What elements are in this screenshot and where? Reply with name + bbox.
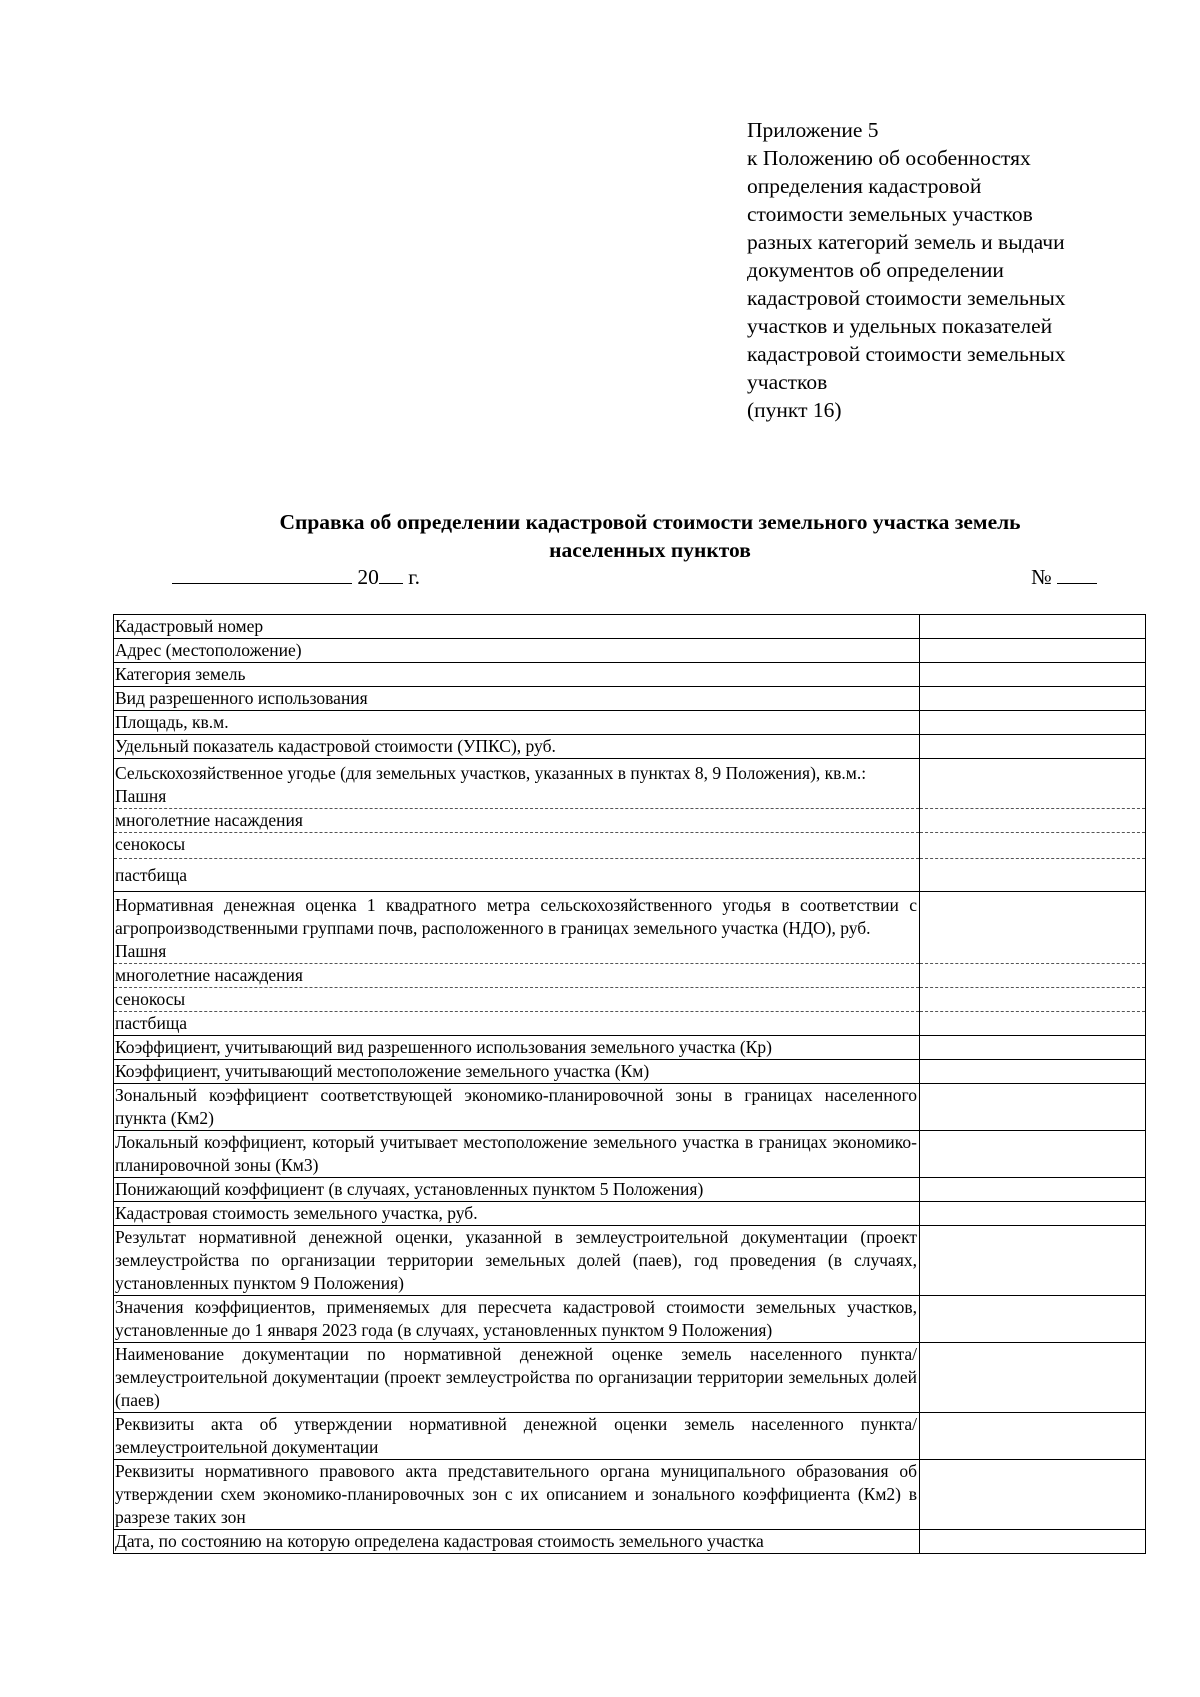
row-label: Площадь, кв.м. — [114, 711, 920, 735]
table-row — [114, 892, 1146, 964]
appendix-header-line: стоимости земельных участков — [747, 202, 1033, 226]
row-value-cell[interactable] — [920, 809, 1146, 833]
appendix-header-line: документов об определении — [747, 258, 1004, 282]
row-label — [114, 759, 920, 809]
row-label: Результат нормативной денежной оценки, указанной в землеустроительной документации (проект землеустройства по организации территории земельных долей (паев), год проведения (в случаях, установленных пунктом 9 Положения) — [114, 1226, 920, 1296]
row-value-cell[interactable] — [920, 1131, 1146, 1178]
appendix-header-line: кадастровой стоимости земельных — [747, 342, 1066, 366]
document-title-line-1: Справка об определении кадастровой стоимости земельного участка земель — [279, 510, 1021, 534]
table-row — [114, 988, 1146, 1012]
table-row — [114, 1036, 1146, 1060]
table-row — [114, 1178, 1146, 1202]
row-label: Дата, по состоянию на которую определена кадастровая стоимость земельного участка — [114, 1530, 920, 1554]
row-label-text: Сельскохозяйственное угодье (для земельных участков, указанных в пунктах 8, 9 Положения), кв.м.: — [115, 763, 867, 783]
row-label: Вид разрешенного использования — [114, 687, 920, 711]
row-value-cell[interactable] — [920, 1343, 1146, 1413]
row-sublabel: Пашня — [115, 786, 167, 806]
row-label: пастбища — [114, 1012, 920, 1036]
appendix-header-line: (пункт 16) — [747, 398, 842, 422]
row-label: Удельный показатель кадастровой стоимости (УПКС), руб. — [114, 735, 920, 759]
row-label: Реквизиты нормативного правового акта представительного органа муниципального образования об утверждении схем экономико-планировочных зон с их описанием и зонального коэффициента (Км2) в разрезе таких зон — [114, 1460, 920, 1530]
year-suffix: г. — [408, 565, 421, 589]
row-value-cell[interactable] — [920, 988, 1146, 1012]
appendix-header-line: разных категорий земель и выдачи — [747, 230, 1065, 254]
table-row — [114, 1084, 1146, 1131]
table-row — [114, 1060, 1146, 1084]
table-row — [114, 1226, 1146, 1296]
cadastral-table — [113, 614, 1146, 1554]
table-row — [114, 809, 1146, 833]
row-value-cell[interactable] — [920, 711, 1146, 735]
number-line — [1031, 563, 1097, 591]
row-value-cell[interactable] — [920, 663, 1146, 687]
row-value-cell[interactable] — [920, 859, 1146, 892]
row-value-cell[interactable] — [920, 615, 1146, 639]
row-label: Реквизиты акта об утверждении нормативной денежной оценки земель населенного пункта/ землеустроительной документации — [114, 1413, 920, 1460]
year-prefix: 20 — [357, 565, 379, 589]
table-row — [114, 1202, 1146, 1226]
row-label: многолетние насаждения — [114, 964, 920, 988]
row-label: Наименование документации по нормативной денежной оценке земель населенного пункта/землеустроительной документации (проект землеустройства по организации территории земельных долей (паев) — [114, 1343, 920, 1413]
appendix-header-line: участков и удельных показателей — [747, 314, 1053, 338]
table-row — [114, 759, 1146, 809]
row-value-cell[interactable] — [920, 964, 1146, 988]
row-label: Кадастровая стоимость земельного участка, руб. — [114, 1202, 920, 1226]
row-label: Зональный коэффициент соответствующей экономико-планировочной зоны в границах населенного пункта (Км2) — [114, 1084, 920, 1131]
number-blank[interactable] — [1057, 563, 1097, 584]
table-row — [114, 1131, 1146, 1178]
appendix-header-line: кадастровой стоимости земельных — [747, 286, 1066, 310]
appendix-header-line: к Положению об особенностях — [747, 146, 1031, 170]
year-blank[interactable] — [379, 563, 403, 584]
row-label: пастбища — [114, 859, 920, 892]
table-row — [114, 1460, 1146, 1530]
row-label: Значения коэффициентов, применяемых для пересчета кадастровой стоимости земельных участков, установленные до 1 января 2023 года (в случаях, установленных пунктом 9 Положения) — [114, 1296, 920, 1343]
row-label: Коэффициент, учитывающий местоположение земельного участка (Км) — [114, 1060, 920, 1084]
row-label: Понижающий коэффициент (в случаях, установленных пунктом 5 Положения) — [114, 1178, 920, 1202]
document-title-line-2: населенных пунктов — [549, 538, 751, 562]
row-value-cell[interactable] — [920, 639, 1146, 663]
row-value-cell[interactable] — [920, 1296, 1146, 1343]
row-value-cell[interactable] — [920, 687, 1146, 711]
appendix-header-line: участков — [747, 370, 828, 394]
row-label: Кадастровый номер — [114, 615, 920, 639]
row-value-cell[interactable] — [920, 1413, 1146, 1460]
table-row — [114, 735, 1146, 759]
row-value-cell[interactable] — [920, 1530, 1146, 1554]
row-value-cell[interactable] — [920, 1178, 1146, 1202]
row-label — [114, 892, 920, 964]
table-row — [114, 663, 1146, 687]
table-row — [114, 1413, 1146, 1460]
row-sublabel: Пашня — [115, 941, 167, 961]
row-value-cell[interactable] — [920, 892, 1146, 964]
table-row — [114, 687, 1146, 711]
table-row — [114, 1296, 1146, 1343]
table-row — [114, 964, 1146, 988]
row-label: Коэффициент, учитывающий вид разрешенного использования земельного участка (Кр) — [114, 1036, 920, 1060]
table-row — [114, 711, 1146, 735]
row-label: многолетние насаждения — [114, 809, 920, 833]
row-value-cell[interactable] — [920, 1060, 1146, 1084]
table-row — [114, 1012, 1146, 1036]
number-label: № — [1031, 565, 1052, 589]
row-value-cell[interactable] — [920, 1084, 1146, 1131]
table-row — [114, 615, 1146, 639]
date-blank[interactable] — [172, 563, 352, 584]
row-label: Локальный коэффициент, который учитывает местоположение земельного участка в границах экономико-планировочной зоны (Км3) — [114, 1131, 920, 1178]
table-row — [114, 1530, 1146, 1554]
table-row — [114, 859, 1146, 892]
row-label: Категория земель — [114, 663, 920, 687]
appendix-header-line: определения кадастровой — [747, 174, 982, 198]
appendix-header-line: Приложение 5 — [747, 118, 879, 142]
row-value-cell[interactable] — [920, 1036, 1146, 1060]
table-row — [114, 833, 1146, 859]
row-value-cell[interactable] — [920, 1202, 1146, 1226]
row-value-cell[interactable] — [920, 1226, 1146, 1296]
date-line — [172, 563, 420, 591]
row-value-cell[interactable] — [920, 735, 1146, 759]
row-value-cell[interactable] — [920, 1012, 1146, 1036]
row-label-text: Нормативная денежная оценка 1 квадратного метра сельскохозяйственного угодья в соответствии с агропроизводственными группами почв, расположенного в границах земельного участка (НДО), руб. — [115, 895, 917, 938]
row-label: сенокосы — [114, 988, 920, 1012]
row-label: сенокосы — [114, 833, 920, 859]
row-value-cell[interactable] — [920, 833, 1146, 859]
appendix-header — [747, 116, 1167, 424]
table-row — [114, 1343, 1146, 1413]
row-value-cell[interactable] — [920, 1460, 1146, 1530]
table-row — [114, 639, 1146, 663]
row-label: Адрес (местоположение) — [114, 639, 920, 663]
row-value-cell[interactable] — [920, 759, 1146, 809]
